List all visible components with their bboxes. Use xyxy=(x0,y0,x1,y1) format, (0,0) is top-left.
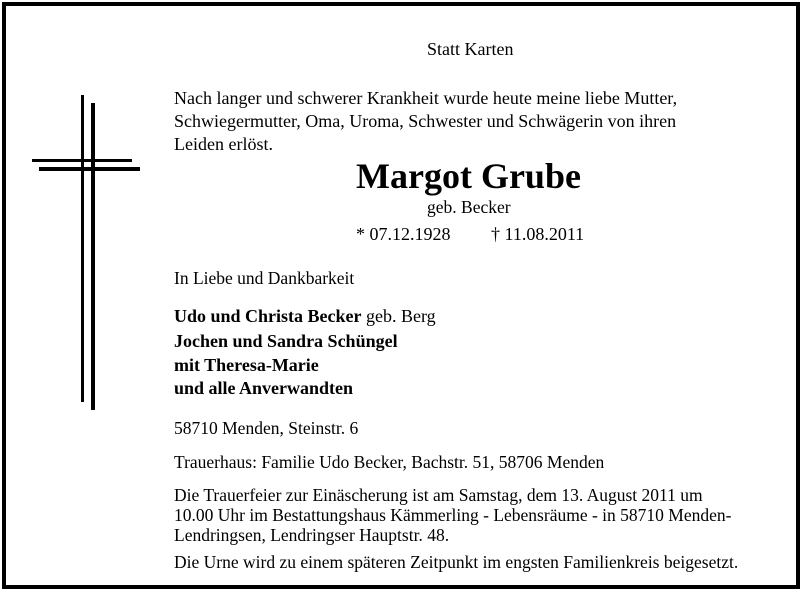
mourner-1 xyxy=(174,305,436,327)
header-text: Statt Karten xyxy=(427,39,514,59)
closing-text: In Liebe und Dankbarkeit xyxy=(174,268,355,288)
mourner-suffix: geb. Berg xyxy=(361,306,436,326)
mourner-4: und alle Anverwandten xyxy=(174,378,354,398)
ceremony-line-1: Die Trauerfeier zur Einäscherung ist am Samstag, dem 13. August 2011 um xyxy=(174,485,703,505)
obituary-notice xyxy=(2,2,800,589)
death-date: † 11.08.2011 xyxy=(491,224,585,244)
mourning-house: Trauerhaus: Familie Udo Becker, Bachstr. 51, 58706 Menden xyxy=(174,452,605,472)
deceased-name: Margot Grube xyxy=(356,156,581,196)
mourner-name: Udo und Christa Becker xyxy=(174,306,362,326)
cross-horizontal-bar xyxy=(32,159,132,162)
maiden-name: geb. Becker xyxy=(427,197,511,217)
cross-vertical-bar xyxy=(81,95,84,402)
cross-horizontal-bar-shadow xyxy=(39,167,140,171)
ceremony-line-3: Lendringsen, Lendringser Hauptstr. 48. xyxy=(174,525,450,545)
mourner-3: mit Theresa-Marie xyxy=(174,355,319,375)
family-address: 58710 Menden, Steinstr. 6 xyxy=(174,418,359,438)
cross-vertical-bar-shadow xyxy=(91,103,95,410)
birth-date: * 07.12.1928 xyxy=(356,224,451,244)
intro-line-2: Schwiegermutter, Oma, Uroma, Schwester und Schwägerin von ihren xyxy=(174,111,677,131)
mourner-2: Jochen und Sandra Schüngel xyxy=(174,331,398,351)
urn-burial-text: Die Urne wird zu einem späteren Zeitpunkt im engsten Familienkreis beigesetzt. xyxy=(174,552,739,572)
intro-line-1: Nach langer und schwerer Krankheit wurde heute meine liebe Mutter, xyxy=(174,88,678,108)
intro-line-3: Leiden erlöst. xyxy=(174,134,273,154)
ceremony-line-2: 10.00 Uhr im Bestattungshaus Kämmerling - Lebensräume - in 58710 Menden- xyxy=(174,505,732,525)
